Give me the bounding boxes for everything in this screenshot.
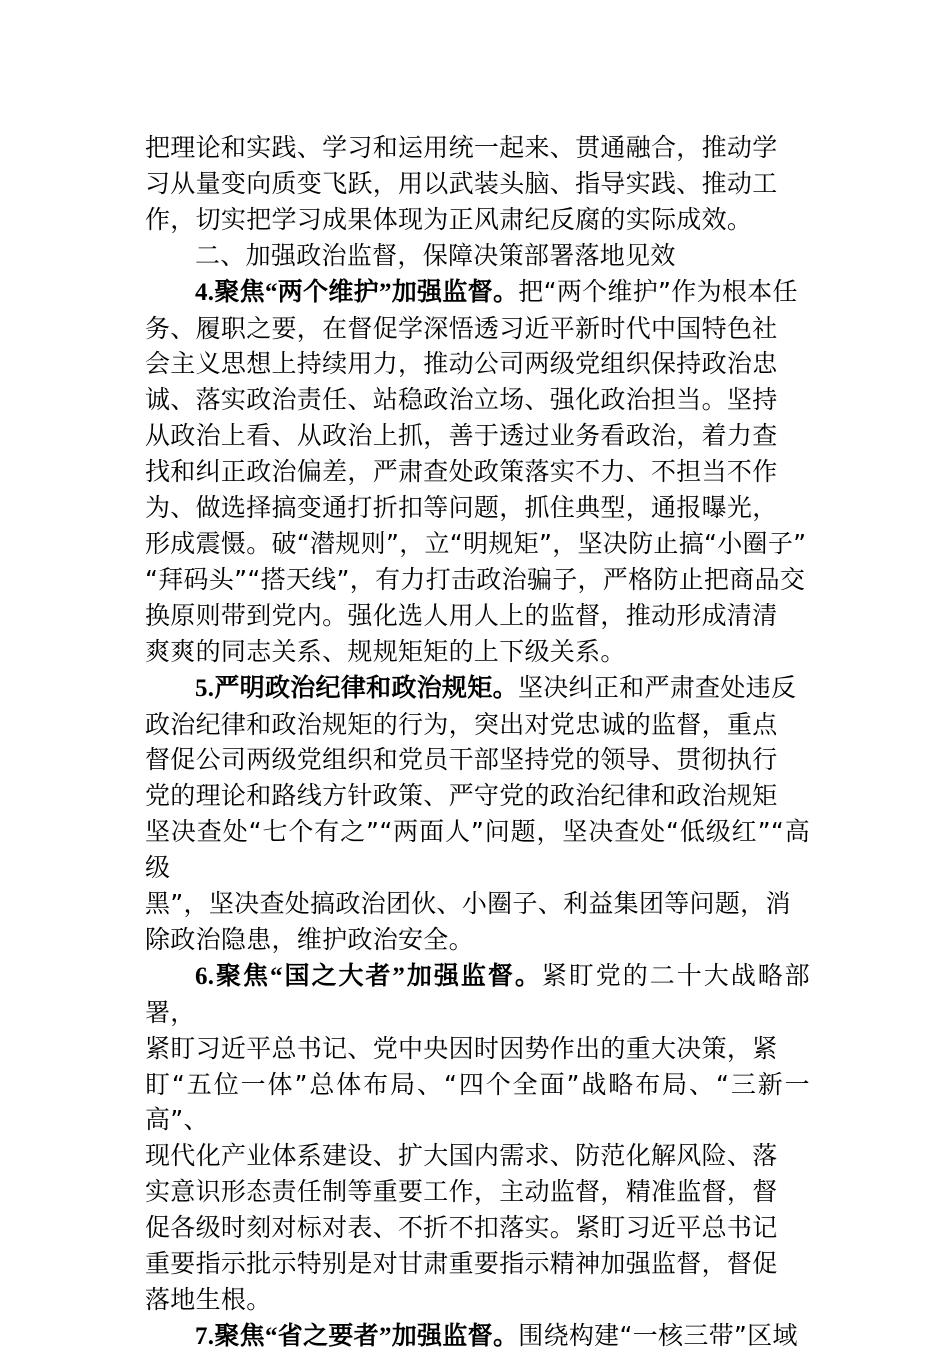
paragraph-body: 围绕构建“一核三带”区域 (518, 1320, 798, 1350)
paragraph-body: 把理论和实践、学习和运用统一起来、贯通融合，推动学 习从量变向质变飞跃，用以武装头脑、指导实践、推动工 作，切实把学习成果体现为正风肃纪反腐的实际成效。 (145, 133, 778, 234)
paragraph-body: 紧盯党的二十大战略部署， 紧盯习近平总书记、党中央因时因势作出的重大决策，紧 盯“五位一体”总体布局、“四个全面”战略布局、“三新一高”、 现代化产业体系建设、扩大国内需求、防范化解风险、落 实意识形态责任制等重要工作，主动监督，精准监督，督 促各级时刻对标对表、不折不扣落实。紧盯习近平总书记 重要指示批示特别是对甘肃重要指示精神加强监督，督促 落地生根。 (145, 960, 810, 1314)
paragraph-item-4 (145, 274, 810, 670)
body-text (145, 130, 810, 1355)
section-heading (145, 238, 810, 274)
section-heading-text: 二、加强政治监督，保障决策部署落地见效 (195, 240, 676, 270)
item-lead: 5.严明政治纪律和政治规矩。 (195, 674, 518, 702)
item-lead: 6.聚焦“国之大者”加强监督。 (195, 962, 542, 990)
paragraph-item-5 (145, 670, 810, 958)
paragraph-item-6 (145, 958, 810, 1318)
paragraph-body: 坚决纠正和严肃查处违反 政治纪律和政治规矩的行为，突出对党忠诚的监督，重点 督促公司两级党组织和党员干部坚持党的领导、贯彻执行 党的理论和路线方针政策、严守党的政治纪律和政治规矩 坚决查处“七个有之”“两面人”问题，坚决查处“低级红”“高级 黑”，坚决查处搞政治团伙、小圈子、利益集团等问题，消 除政治隐患，维护政治安全。 (145, 672, 810, 954)
paragraph-continuation (145, 130, 810, 238)
paragraph-item-7 (145, 1318, 810, 1355)
item-lead: 7.聚焦“省之要者”加强监督。 (195, 1322, 519, 1350)
item-lead: 4.聚焦“两个维护”加强监督。 (195, 278, 519, 306)
paragraph-body: 把“两个维护”作为根本任 务、履职之要，在督促学深悟透习近平新时代中国特色社 会主义思想上持续用力，推动公司两级党组织保持政治忠 诚、落实政治责任、站稳政治立场、强化政治担当。坚持 从政治上看、从政治上抓，善于透过业务看政治，着力查 找和纠正政治偏差，严肃查处政策落实不力、不担当不作 为、做选择搞变通打折扣等问题，抓住典型，通报曝光， 形成震慑。破“潜规则”，立“明规矩”，坚决防止搞“小圈子” “拜码头”“搭天线”，有力打击政治骗子，严格防止把商品交 换原则带到党内。强化选人用人上的监督，推动形成清清 爽爽的同志关系、规规矩矩的上下级关系。 (145, 276, 807, 666)
